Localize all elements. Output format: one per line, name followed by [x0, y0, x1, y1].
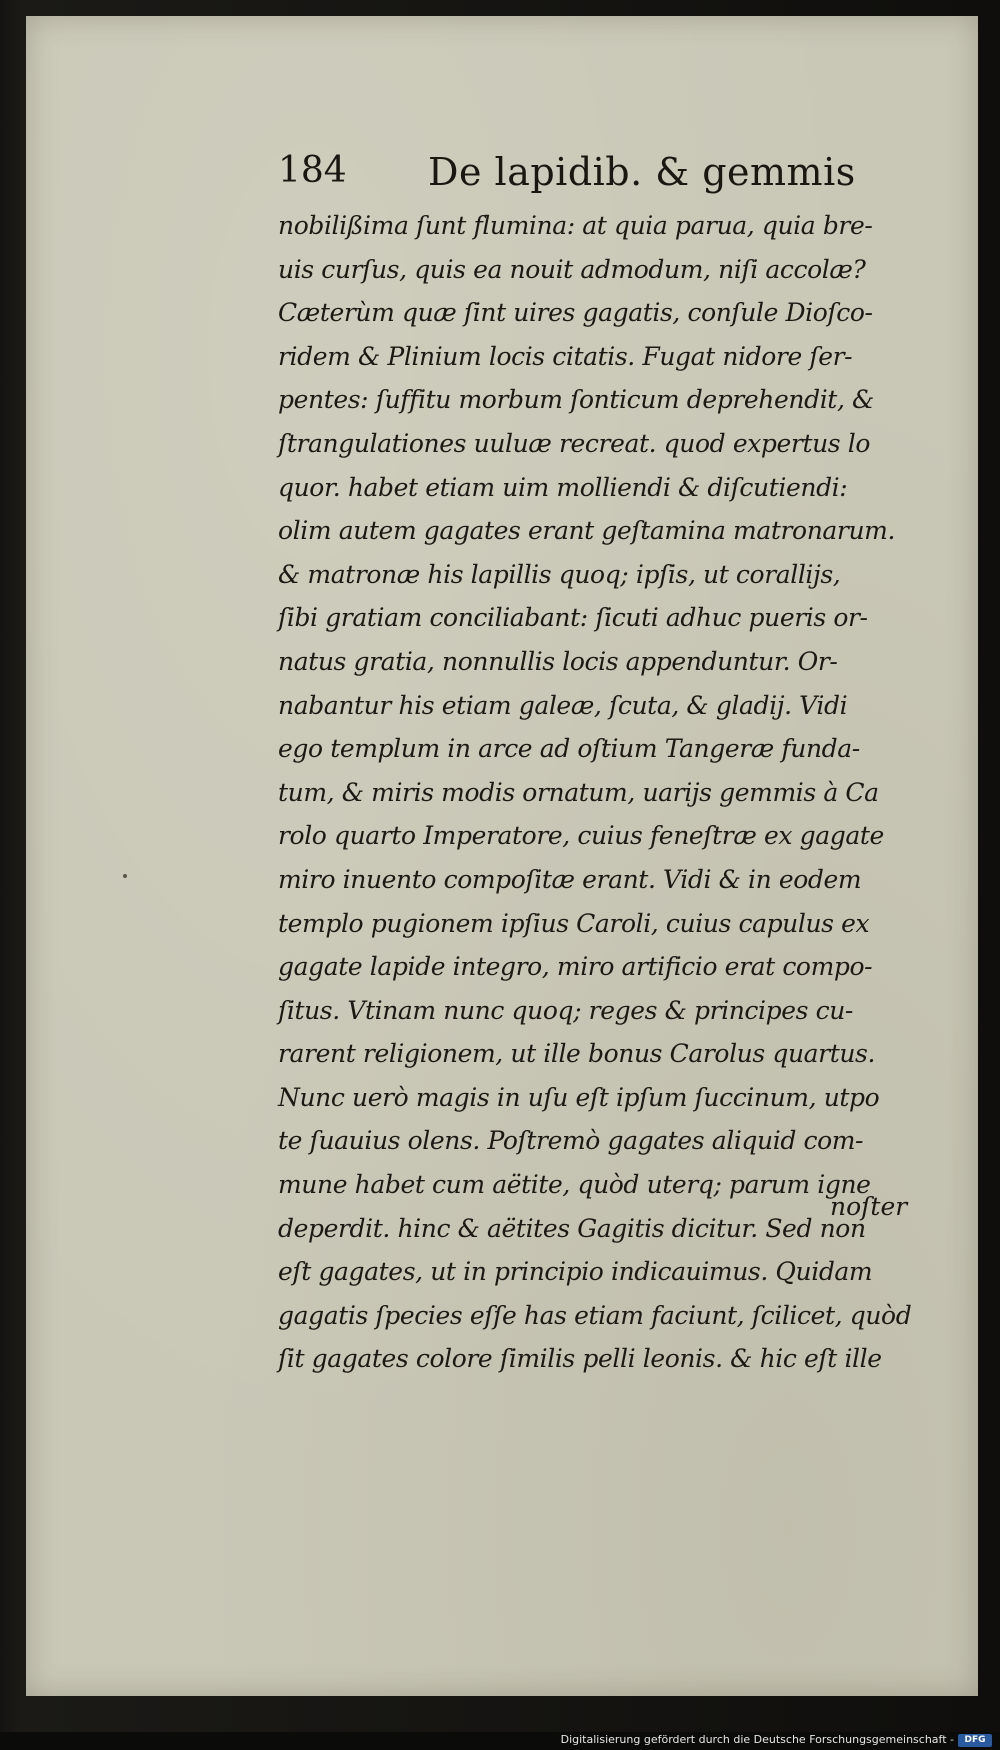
running-title: De lapidib. & gemmis: [428, 150, 856, 194]
text-line: miro inuento compoſitæ erant. Vidi & in eodem: [278, 864, 862, 894]
text-line: quor. habet etiam uim molliendi & diſcutiendi:: [278, 472, 848, 502]
text-line: tum, & miris modis ornatum, uarijs gemmis à Ca: [278, 777, 879, 807]
text-line: uis curſus, quis ea nouit admodum, niſi accolæ?: [278, 254, 866, 284]
text-line: ſtrangulationes uuluæ recreat. quod expertus lo: [278, 428, 871, 458]
text-line: Cæterùm quæ ſint uires gagatis, conſule Dioſco-: [278, 298, 873, 328]
ink-speck: [123, 874, 127, 878]
text-line: ſit gagates colore ſimilis pelli leonis. & hic eſt ille: [278, 1344, 882, 1374]
text-line: nobilißima ſunt flumina: at quia parua, quia bre-: [278, 211, 873, 240]
text-line: ſibi gratiam conciliabant: ſicuti adhuc pueris or-: [278, 603, 868, 633]
catchword: noſter: [830, 1192, 908, 1221]
text-line: eſt gagates, ut in principio indicauimus. Quidam: [278, 1257, 873, 1287]
text-line: Nunc uerò magis in uſu eſt ipſum ſuccinum, utpo: [278, 1082, 880, 1112]
text-line: gagate lapide integro, miro artificio erat compo-: [278, 952, 873, 982]
page-number: 184: [278, 150, 347, 191]
text-line: ſitus. Vtinam nunc quoq; reges & principes cu-: [278, 995, 853, 1025]
footer-credit: Digitalisierung gefördert durch die Deutsche Forschungsgemeinschaft -: [560, 1733, 954, 1746]
text-line: te ſuauius olens. Poſtremò gagates aliquid com-: [278, 1126, 864, 1156]
text-line: ridem & Plinium locis citatis. Fugat nidore ſer-: [278, 341, 853, 371]
text-line: nabantur his etiam galeæ, ſcuta, & gladij. Vidi: [278, 690, 848, 720]
text-line: natus gratia, nonnullis locis appenduntur. Or-: [278, 646, 838, 676]
text-line: olim autem gagates erant geſtamina matronarum.: [278, 516, 896, 546]
text-line: rarent religionem, ut ille bonus Carolus quartus.: [278, 1039, 876, 1069]
body-text: [278, 204, 918, 1381]
page-header: [278, 150, 978, 200]
text-line: mune habet cum aëtite, quòd uterq; parum igne: [278, 1170, 871, 1200]
text-line: gagatis ſpecies eſſe has etiam faciunt, ſcilicet, quòd: [278, 1300, 912, 1330]
text-line: deperdit. hinc & aëtites Gagitis dicitur. Sed non: [278, 1213, 866, 1243]
text-line: ego templum in arce ad oſtium Tangeræ funda-: [278, 734, 860, 764]
text-line: templo pugionem ipſius Caroli, cuius capulus ex: [278, 908, 870, 938]
text-line: pentes: ſuffitu morbum ſonticum deprehendit, &: [278, 385, 874, 415]
dfg-logo: DFG: [958, 1734, 992, 1747]
text-line: & matronæ his lapillis quoq; ipſis, ut corallijs,: [278, 559, 841, 589]
text-line: rolo quarto Imperatore, cuius feneſtræ ex gagate: [278, 821, 884, 851]
